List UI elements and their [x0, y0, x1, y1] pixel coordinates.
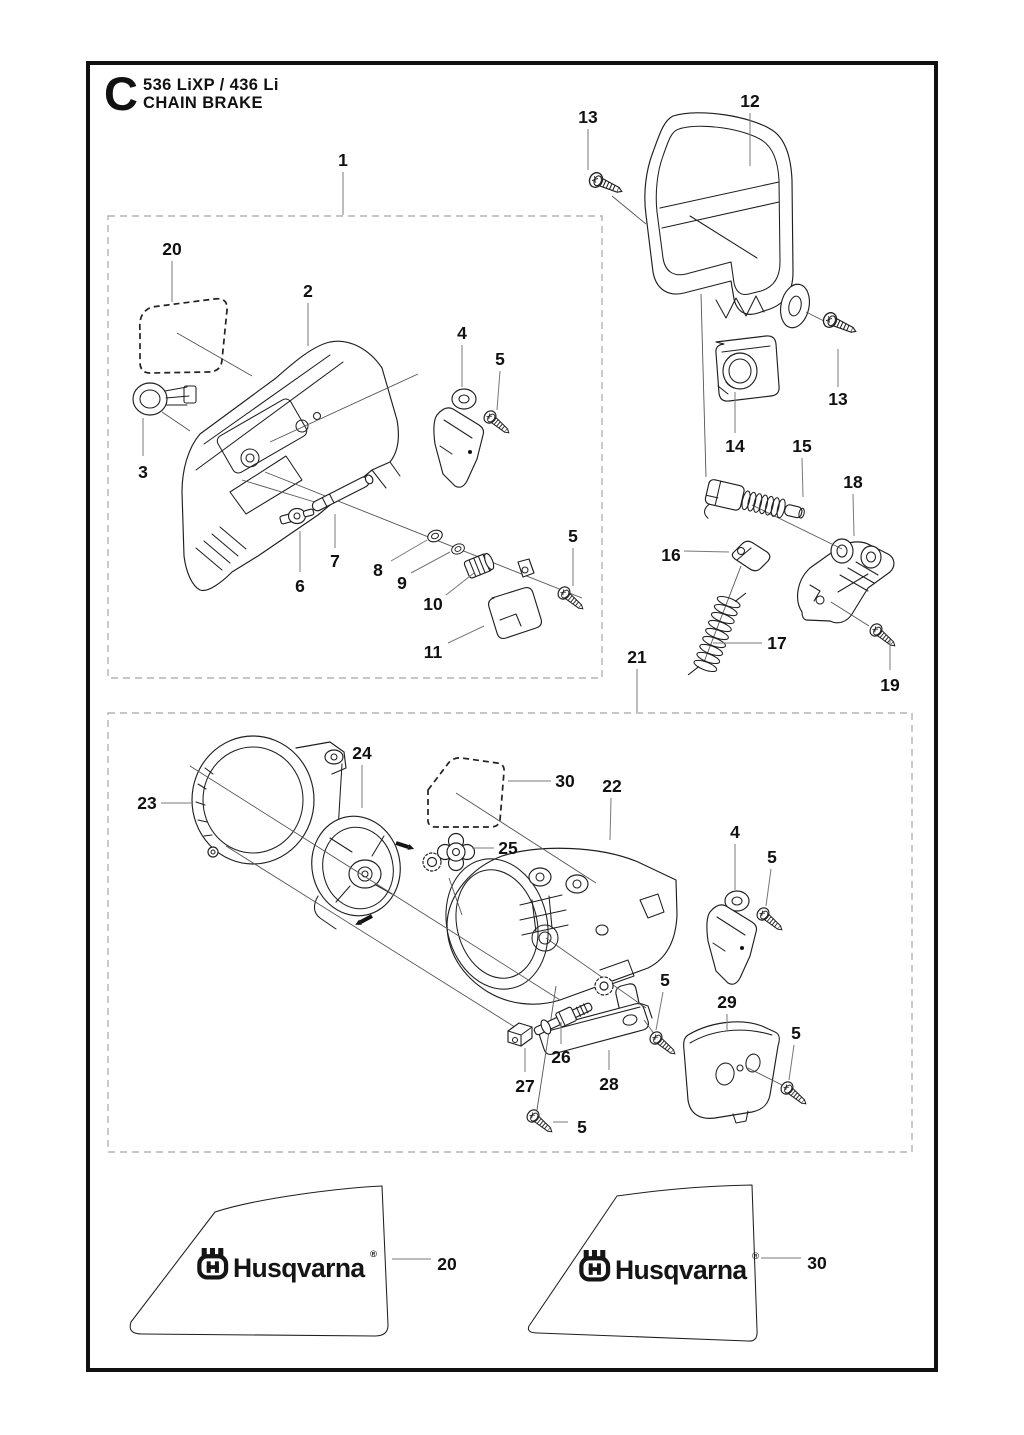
part-4-catcher-plate-upper: [434, 389, 484, 487]
leader-5a: [497, 371, 500, 410]
callout-1: 1: [338, 150, 348, 170]
callout-6: 6: [295, 576, 305, 596]
leader-5e: [789, 1045, 794, 1080]
callout-13-a: 13: [578, 107, 598, 127]
part-18-brake-lever: [798, 539, 894, 623]
axis-line: [265, 472, 582, 598]
axis-line: [701, 294, 706, 477]
callout-2: 2: [303, 281, 313, 301]
callout-4-b: 4: [730, 822, 740, 842]
leader-22: [610, 798, 611, 840]
callout-11: 11: [423, 642, 443, 662]
callout-30-a: 30: [555, 771, 575, 791]
page-border: [88, 63, 936, 1370]
part-13-screw: [587, 171, 625, 199]
part-13-screw: [821, 311, 859, 339]
callout-20-a: 20: [162, 239, 182, 259]
part-5-screw: [482, 408, 513, 437]
axis-line: [612, 196, 646, 224]
part-4-catcher-plate-lower: [707, 891, 757, 984]
leader-10: [446, 573, 474, 595]
callout-21: 21: [627, 647, 647, 667]
callout-5-a: 5: [495, 349, 505, 369]
callout-14: 14: [725, 436, 745, 456]
part-8-washer: [426, 528, 444, 544]
callout-7: 7: [330, 551, 340, 571]
registered-mark: ®: [752, 1251, 759, 1262]
callout-22: 22: [602, 776, 622, 796]
axis-line: [806, 312, 824, 321]
husqvarna-wordmark: Husqvarna: [615, 1255, 747, 1285]
leader-18: [853, 494, 854, 536]
part-25-knob: [423, 834, 475, 872]
part-5-screw: [525, 1107, 556, 1136]
callout-28: 28: [599, 1074, 619, 1094]
part-5-screw: [755, 905, 786, 934]
callout-5-f: 5: [577, 1117, 587, 1137]
callout-27: 27: [515, 1076, 535, 1096]
callout-15: 15: [792, 436, 812, 456]
part-9-washer: [450, 542, 466, 556]
leader-9: [411, 552, 450, 573]
leader-16: [684, 551, 729, 552]
leader-8: [391, 540, 427, 561]
part-3-retainer-ring: [133, 383, 196, 415]
callout-16: 16: [661, 545, 681, 565]
part-27-nut-block: [508, 1023, 532, 1046]
callout-10: 10: [423, 594, 443, 614]
decal-20-label: [130, 1186, 388, 1336]
husqvarna-crown-h-icon: [581, 1250, 608, 1279]
part-22-clutch-cover: [433, 848, 677, 1004]
leader-15: [802, 458, 803, 497]
part-20-decal-outline: [140, 299, 227, 373]
leader-11: [448, 626, 484, 643]
callout-30-b: 30: [807, 1253, 827, 1273]
part-15-plunger-spring: [701, 479, 807, 539]
decal-30-label: [528, 1185, 759, 1341]
axis-line: [162, 412, 190, 431]
band-screw-icon: [395, 840, 415, 852]
part-5-screw: [779, 1079, 810, 1108]
callout-9: 9: [397, 573, 407, 593]
callout-23: 23: [137, 793, 157, 813]
callout-20-b: 20: [437, 1254, 457, 1274]
husqvarna-crown-h-icon: [199, 1248, 226, 1277]
callout-24: 24: [352, 743, 372, 763]
part-24-brake-band-hub: [303, 808, 415, 929]
callout-3: 3: [138, 462, 148, 482]
callout-5-b: 5: [568, 526, 578, 546]
callout-5-c: 5: [767, 847, 777, 867]
callout-13-b: 13: [828, 389, 848, 409]
diagram-title: CHAIN BRAKE: [143, 94, 263, 112]
callout-19: 19: [880, 675, 900, 695]
callout-26: 26: [551, 1047, 571, 1067]
decal-placement-line: [177, 333, 252, 376]
model-title: 536 LiXP / 436 Li: [143, 76, 279, 94]
callout-8: 8: [373, 560, 383, 580]
leader-5c: [766, 869, 771, 906]
part-5-screw: [648, 1029, 679, 1058]
callout-4-a: 4: [457, 323, 467, 343]
section-letter: C: [104, 67, 138, 120]
callout-29: 29: [717, 992, 737, 1012]
callout-17: 17: [767, 633, 787, 653]
leader-5d: [656, 992, 663, 1030]
part-10-roller: [464, 552, 496, 579]
part-29-guide-plate: [684, 1022, 780, 1123]
part-2-brake-housing: [182, 341, 400, 590]
part-14-spring-ring: [723, 353, 757, 389]
callout-18: 18: [843, 472, 863, 492]
callout-12: 12: [740, 91, 760, 111]
part-17-spring: [688, 584, 745, 683]
part-16-link: [732, 541, 769, 571]
part-19-screw: [868, 621, 899, 650]
callout-5-e: 5: [791, 1023, 801, 1043]
husqvarna-wordmark: Husqvarna: [233, 1253, 365, 1283]
registered-mark: ®: [370, 1249, 377, 1260]
callout-25: 25: [498, 838, 518, 858]
part-5-screw: [556, 584, 587, 613]
callout-5-d: 5: [660, 970, 670, 990]
